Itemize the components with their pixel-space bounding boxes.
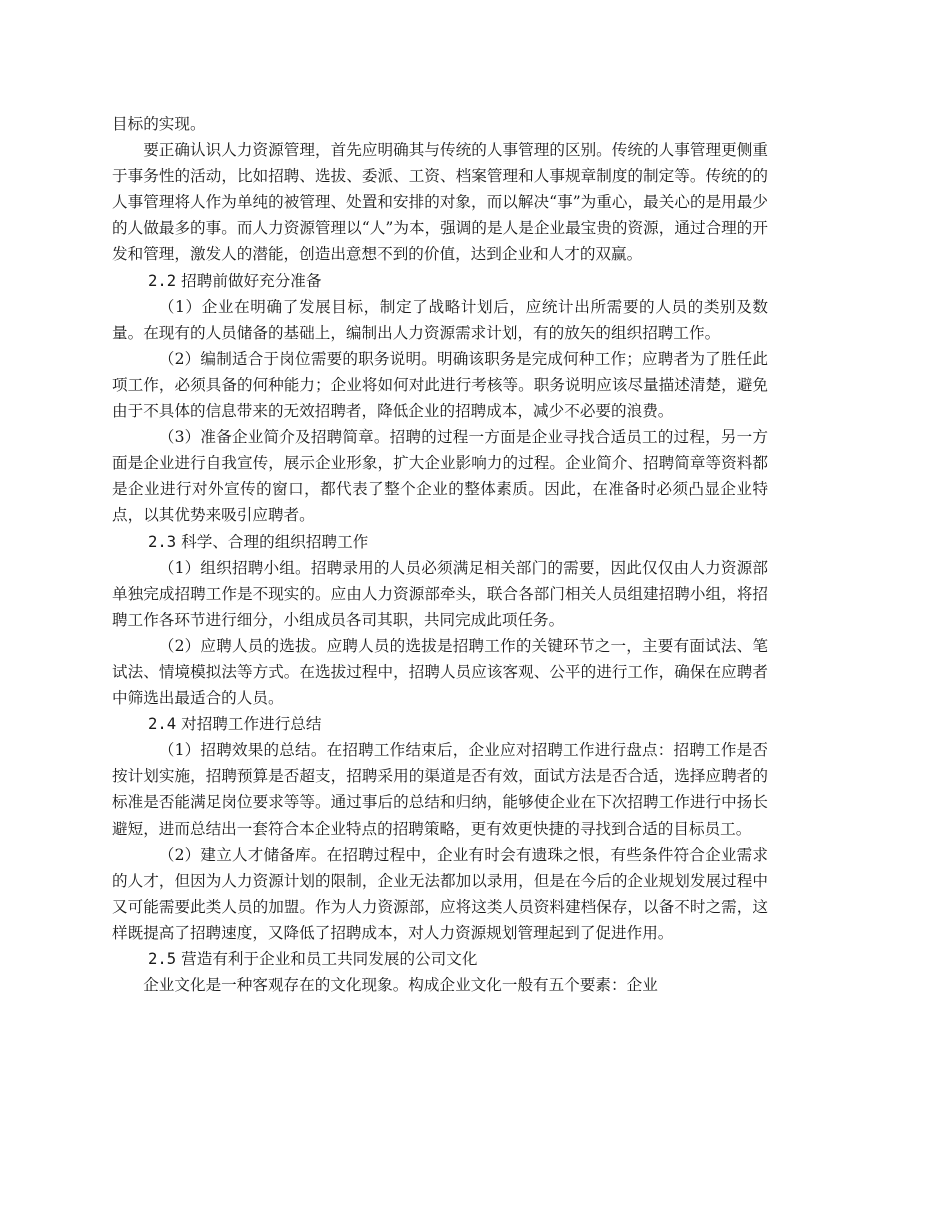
section-heading-2-5: 2.5 营造有利于企业和员工共同发展的公司文化 xyxy=(148,950,478,968)
document-page xyxy=(112,111,768,998)
paragraph-2-2-item-1: （1）企业在明确了发展目标，制定了战略计划后，应统计出所需要的人员的类别及数量。在现有的人员储备的基础上，编制出人力资源需求计划，有的放矢的组织招聘工作。 xyxy=(112,297,768,342)
paragraph-2-4-item-2: （2）建立人才储备库。在招聘过程中，企业有时会有遗珠之恨，有些条件符合企业需求的人才，但因为人力资源计划的限制，企业无法都加以录用，但是在今后的企业规划发展过程中又可能需要此类人员的加盟。作为人力资源部，应将这类人员资料建档保存，以备不时之需，这样既提高了招聘速度，又降低了招聘成本，对人力资源规划管理起到了促进作用。 xyxy=(112,845,768,942)
paragraph-2-3-item-1: （1）组织招聘小组。招聘录用的人员必须满足相关部门的需要，因此仅仅由人力资源部单独完成招聘工作是不现实的。应由人力资源部牵头，联合各部门相关人员组建招聘小组，将招聘工作各环节进行细分，小组成员各司其职，共同完成此项任务。 xyxy=(112,558,768,629)
section-heading-2-3: 2.3 科学、合理的组织招聘工作 xyxy=(148,532,369,551)
paragraph-2-5-intro: 企业文化是一种客观存在的文化现象。构成企业文化一般有五个要素：企业 xyxy=(143,976,658,995)
paragraph-hr-vs-personnel: 要正确认识人力资源管理，首先应明确其与传统的人事管理的区别。传统的人事管理更侧重于事务性的活动，比如招聘、选拔、委派、工资、档案管理和人事规章制度的制定等。传统的的人事管理将人作为单纯的被管理、处置和安排的对象，而以解决“事”为重心，最关心的是用最少的人做最多的事。而人力资源管理以“人”为本，强调的是人是企业最宝贵的资源，通过合理的开发和管理，激发人的潜能，创造出意想不到的价值，达到企业和人才的双赢。 xyxy=(112,141,768,264)
paragraph-continuation: 目标的实现。 xyxy=(112,115,206,133)
section-heading-2-4: 2.4 对招聘工作进行总结 xyxy=(148,715,322,734)
paragraph-2-2-item-3: （3）准备企业简介及招聘简章。招聘的过程一方面是企业寻找合适员工的过程，另一方面是企业进行自我宣传，展示企业形象，扩大企业影响力的过程。企业简介、招聘简章等资料都是企业进行对外宣传的窗口，都代表了整个企业的整体素质。因此，在准备时必须凸显企业特点，以其优势来吸引应聘者。 xyxy=(112,428,768,525)
paragraph-2-3-item-2: （2）应聘人员的选拔。应聘人员的选拔是招聘工作的关键环节之一，主要有面试法、笔试法、情境模拟法等方式。在选拔过程中，招聘人员应该客观、公平的进行工作，确保在应聘者中筛选出最适合的人员。 xyxy=(112,636,768,708)
section-heading-2-2: 2.2 招聘前做好充分准备 xyxy=(148,271,322,290)
paragraph-2-2-item-2: （2）编制适合于岗位需要的职务说明。明确该职务是完成何种工作；应聘者为了胜任此项工作，必须具备的何种能力；企业将如何对此进行考核等。职务说明应该尽量描述清楚，避免由于不具体的信息带来的无效招聘者，降低企业的招聘成本，减少不必要的浪费。 xyxy=(112,349,768,421)
paragraph-2-4-item-1: （1）招聘效果的总结。在招聘工作结束后，企业应对招聘工作进行盘点：招聘工作是否按计划实施，招聘预算是否超支，招聘采用的渠道是否有效，面试方法是否合适，选择应聘者的标准是否能满足岗位要求等等。通过事后的总结和归纳，能够使企业在下次招聘工作进行中扬长避短，进而总结出一套符合本企业特点的招聘策略，更有效更快捷的寻找到合适的目标员工。 xyxy=(112,741,768,838)
